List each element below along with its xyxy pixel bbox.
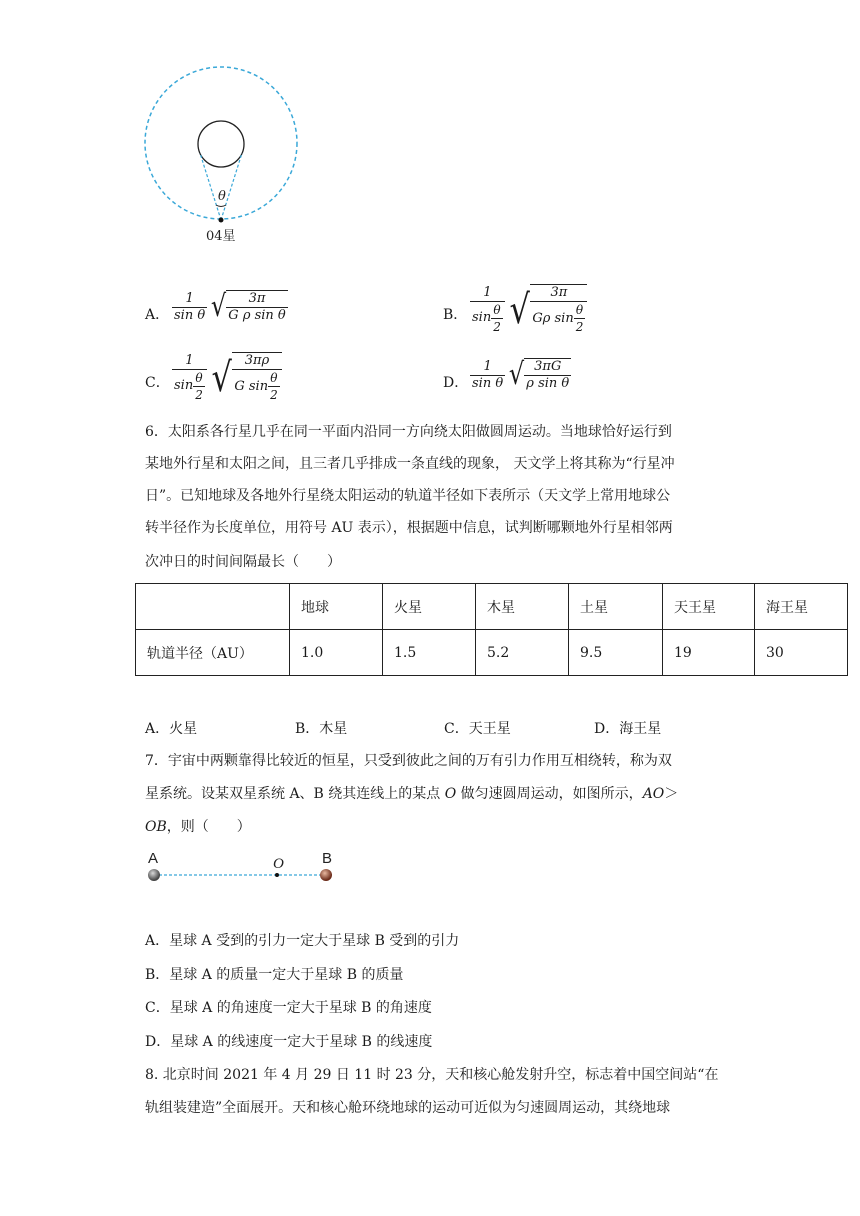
angle-arc: [216, 205, 226, 207]
table-cell: 轨道半径（AU）: [136, 630, 290, 676]
star-label: 04星: [206, 229, 236, 244]
coef-numerator: 1: [185, 352, 194, 368]
segment-ob: OB: [145, 819, 167, 835]
q7-text: 做匀速圆周运动，如图所示，: [456, 786, 643, 802]
half-angle-den: 2: [195, 387, 203, 402]
q5-option-a-label: A．: [145, 307, 170, 323]
coef-numerator: 1: [483, 284, 492, 300]
q7-line-2: [145, 784, 678, 804]
coef-denominator-sin: sin: [174, 378, 194, 393]
coef-numerator: 1: [185, 290, 194, 306]
table-row: [136, 630, 848, 676]
q7-line-1: 7．宇宙中两颗靠得比较近的恒星，只受到彼此之间的万有引力作用互相绕转，称为双: [145, 753, 672, 769]
star-dot: [219, 218, 224, 223]
q5-option-d-label: D．: [443, 375, 469, 391]
coef-denominator: sin θ: [174, 307, 206, 323]
table-cell: 5.2: [476, 630, 569, 676]
radicand-numerator: 3πρ: [244, 353, 270, 368]
label-b: B: [322, 850, 333, 867]
radicand-numerator: 3π: [550, 285, 568, 300]
angle-label: θ: [218, 189, 226, 204]
half-angle-den: 2: [493, 319, 501, 334]
q5-option-c-label: C．: [145, 375, 170, 391]
half-angle-num: θ: [493, 302, 501, 317]
q7-text: ，则（ ）: [166, 819, 251, 835]
half-angle-num: θ: [270, 371, 278, 385]
q6-option-b[interactable]: B．木星: [295, 721, 348, 737]
table-cell: [136, 584, 290, 630]
radicand-denominator: G ρ sin θ: [228, 308, 286, 323]
table-cell: 30: [755, 630, 848, 676]
half-angle-den: 2: [270, 388, 278, 402]
coef-numerator: 1: [483, 358, 492, 374]
q6-line-1: 6．太阳系各行星几乎在同一平面内沿同一方向绕太阳做圆周运动。当地球恰好运行到: [145, 424, 672, 440]
table-cell: 土星: [569, 584, 663, 630]
orbit-figure: [140, 65, 305, 255]
radicand-denominator-pre: Gρ sin: [532, 310, 574, 326]
coef-denominator-sin: sin: [472, 310, 492, 325]
q8-line-2: 轨组装建造”全面展开。天和核心舱环绕地球的运动可近似为匀速圆周运动，其绕地球: [145, 1100, 671, 1116]
q7-line-3: [145, 817, 251, 837]
greater-than: ＞: [664, 786, 679, 802]
point-o-dot: [275, 873, 279, 877]
table-cell: 地球: [290, 584, 383, 630]
q6-option-c[interactable]: C．天王星: [444, 721, 511, 737]
q6-line-4: 转半径作为长度单位，用符号 AU 表示），根据题中信息，试判断哪颗地外行星相邻两: [145, 520, 673, 536]
table-cell: 木星: [476, 584, 569, 630]
coef-denominator: sin θ: [472, 375, 504, 391]
q8-line-1: 8. 北京时间 2021 年 4 月 29 日 11 时 23 分，天和核心舱发射升空，标志着中国空间站“在: [145, 1067, 719, 1083]
star-b: [320, 869, 332, 881]
table-cell: 火星: [383, 584, 476, 630]
q5-option-c-formula: 1 sin $\frac{\theta}{2}$ √ 3πρ G sin $\frac{\theta}{2}$: [172, 352, 282, 403]
radicand-denominator-pre: G sin: [234, 378, 269, 394]
q5-option-b-label: B．: [443, 307, 468, 323]
q6-line-3: 日”。已知地球及各地外行星绕太阳运动的轨道半径如下表所示（天文学上常用地球公: [145, 488, 671, 504]
binary-star-figure: [140, 848, 340, 888]
q5-option-d-formula: $\frac{1}{\text{sin θ}}$ √ $\frac{3\pi G}{\text{ρ sin θ}}$: [472, 357, 570, 392]
table-cell: 1.0: [290, 630, 383, 676]
q5-option-a-formula: $\frac{1}{\text{sin θ}}$ √ $\frac{3\pi}{\text{G ρ sin θ}}$: [174, 289, 286, 324]
half-angle-num: θ: [575, 303, 584, 317]
table-cell: 9.5: [569, 630, 663, 676]
q7-text: 星系统。设某双星系统 A、B 绕其连线上的某点: [145, 786, 445, 802]
table-cell: 1.5: [383, 630, 476, 676]
radicand-denominator: ρ sin θ: [526, 376, 570, 391]
q7-option-d[interactable]: D．星球 A 的线速度一定大于星球 B 的线速度: [145, 1034, 433, 1050]
table-header-row: [136, 584, 848, 630]
q6-line-5: 次冲日的时间间隔最长（ ）: [145, 554, 341, 570]
star-a: [148, 869, 160, 881]
table-cell: 海王星: [755, 584, 848, 630]
orbit-radius-table: [135, 583, 848, 676]
half-angle-den: 2: [575, 320, 584, 334]
q7-option-c[interactable]: C．星球 A 的角速度一定大于星球 B 的角速度: [145, 1000, 432, 1016]
q6-line-2: 某地外行星和太阳之间，且三者几乎排成一条直线的现象， 天文学上将其称为“行星冲: [145, 456, 675, 472]
half-angle-num: θ: [195, 370, 203, 385]
point-o: O: [444, 786, 457, 802]
label-o: O: [273, 856, 284, 872]
q6-option-d[interactable]: D．海王星: [594, 721, 662, 737]
segment-ao: AO: [642, 786, 665, 802]
q7-option-a[interactable]: A．星球 A 受到的引力一定大于星球 B 受到的引力: [145, 933, 460, 949]
table-cell: 天王星: [663, 584, 755, 630]
radicand-numerator: 3πG: [534, 359, 562, 374]
table-cell: 19: [663, 630, 755, 676]
q5-option-b-formula: 1 sin $\frac{\theta}{2}$ √ 3π Gρ sin $\frac{\theta}{2}$: [470, 284, 587, 335]
q6-option-a[interactable]: A．火星: [145, 721, 198, 737]
q7-option-b[interactable]: B．星球 A 的质量一定大于星球 B 的质量: [145, 967, 404, 983]
radicand-numerator: 3π: [248, 291, 266, 306]
planet-circle: [198, 121, 244, 167]
label-a: A: [148, 850, 159, 867]
